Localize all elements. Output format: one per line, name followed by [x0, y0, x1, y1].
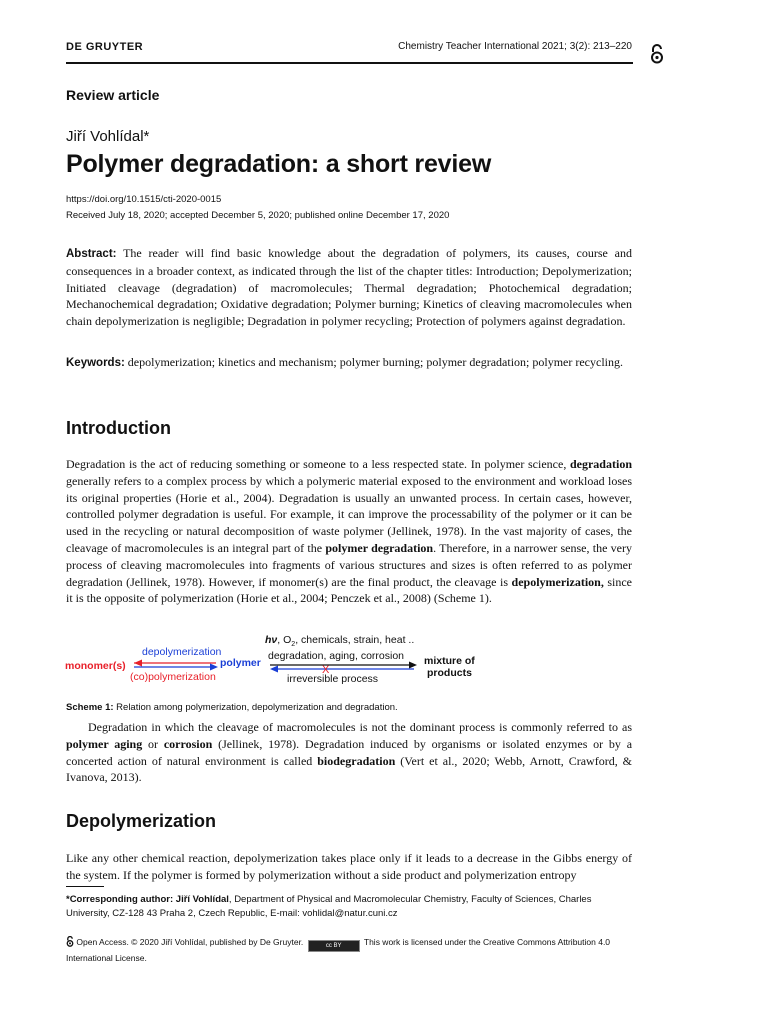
emphasis-depolymerization: depolymerization,: [511, 574, 604, 589]
publisher-name: DE GRUYTER: [66, 41, 144, 53]
scheme-products-label-2: products: [427, 667, 472, 679]
scheme-1-diagram: [60, 628, 490, 697]
author-name: Jiří Vohlídal*: [66, 128, 150, 145]
open-access-icon: [66, 936, 74, 951]
scheme-blocked-arrowhead: [270, 666, 278, 673]
scheme-o-subscript: 2: [291, 641, 296, 648]
section-heading-introduction: Introduction: [66, 418, 171, 438]
scheme-copolymerization-label: (co)polymerization: [130, 671, 216, 683]
article-type: Review article: [66, 87, 160, 103]
scheme-cross-mark: X: [322, 664, 330, 676]
abstract-text: The reader will find basic knowledge about the degradation of polymers, its causes, course and consequences in a broader context, as indicated through the list of the chapter titles: Introduction; Depolymerization; Initiated cleavage (degradation) of macromolecules; Thermal degradation; Photochemical degradation; Mechanochemical degradation; Oxidative degradation; Polymer burning; Kinetics of cleaving macromolecules when chain depolymerization is negligible; Degradation in polymer recycling; Protection of polymers against degradation.: [66, 246, 632, 329]
scheme-caption: [66, 702, 398, 713]
text-run: or: [148, 736, 159, 751]
license-text-a: Open Access. © 2020 Jiří Vohlídal, published by De Gruyter.: [76, 937, 304, 947]
keywords-label: Keywords:: [66, 357, 125, 369]
journal-citation: Chemistry Teacher International 2021; 3(2): 213–220: [398, 41, 632, 52]
publication-dates: Received July 18, 2020; accepted December 5, 2020; published online December 17, 2020: [66, 210, 450, 221]
open-access-icon: [650, 44, 664, 69]
depolymerization-paragraph: Like any other chemical reaction, depolymerization takes place only if it leads to a decrease in the Gibbs energy of the system. If the polymer is formed by polymerization without a side product and polymerization entropy: [66, 851, 632, 882]
cc-by-badge-icon[interactable]: cc BY: [308, 940, 360, 952]
footnote-label: *Corresponding author:: [66, 894, 174, 905]
scheme-irreversible-label: irreversible process: [287, 673, 379, 685]
scheme-conditions-tail: , chemicals, strain, heat ..: [295, 634, 415, 646]
emphasis-biodegradation: biodegradation: [317, 753, 396, 768]
emphasis-corrosion: corrosion: [163, 736, 213, 751]
scheme-conditions-label: [265, 634, 414, 648]
license-text-b: This work is licensed under the Creative Commons Attribution 4.0 International License.: [66, 937, 611, 963]
scheme-monomer-label: monomer(s): [65, 660, 126, 672]
abstract-label: Abstract:: [66, 248, 117, 260]
scheme-degradation-arrowhead: [409, 662, 417, 669]
section-heading-depolymerization: Depolymerization: [66, 811, 217, 831]
emphasis-degradation: degradation: [569, 457, 632, 471]
article-title: Polymer degradation: a short review: [66, 150, 492, 178]
scheme-products-label-1: mixture of: [424, 655, 475, 667]
scheme-caption-label: Scheme 1:: [66, 702, 114, 713]
text-run: since it is the opposite of polymerization (Horie et al., 2004; Penczek et al., 2008) (Scheme 1).: [66, 574, 632, 606]
text-run: (Jellinek, 1978). Degradation induced by organisms or isolated enzymes or by a concerted action of natural environment is called: [66, 736, 633, 768]
abstract: [66, 245, 632, 330]
footnote-rule: [66, 886, 104, 887]
header-rule: [66, 62, 633, 64]
scheme-o: , O: [277, 634, 292, 646]
doi-link[interactable]: https://doi.org/10.1515/cti-2020-0015: [66, 194, 222, 205]
text-run: (Vert et al., 2020; Webb, Arnott, Crawford, & Ivanova, 2013).: [66, 753, 632, 785]
scheme-hv: hν: [265, 634, 278, 646]
text-run: generally refers to a complex process by which a polymeric material exposed to the environment and workload loses its original properties (Horie et al., 2004). Degradation is usually an unwanted process. In certain cases, however, controlled polymer degradation is useful. For example, it can improve the processability of the polymer or it can be used in the recycling or natural decomposition of waste polymer (Jellinek, 1978). In the vast majority of cases, the cleavage of macromolecules is an integral part of the: [66, 473, 632, 555]
emphasis-polymer-aging: polymer aging: [66, 736, 143, 751]
scheme-depoly-arrowhead: [134, 660, 142, 667]
license-notice: [66, 936, 632, 965]
scheme-polymer-label: polymer: [220, 657, 261, 669]
introduction-paragraph: [66, 456, 632, 607]
footnote-text: , Department of Physical and Macromolecular Chemistry, Faculty of Sciences, Charles University, CZ-128 43 Praha 2, Czech Republic, E-mail: vohlidal@natur.cuni.cz: [66, 894, 592, 919]
keywords-text: depolymerization; kinetics and mechanism; polymer burning; polymer degradation; polymer recycling.: [127, 355, 623, 369]
corresponding-author-footnote: [66, 893, 632, 921]
scheme-depolymerization-label: depolymerization: [142, 646, 222, 658]
scheme-caption-text: Relation among polymerization, depolymerization and degradation.: [116, 702, 398, 713]
keywords: [66, 354, 632, 372]
emphasis-polymer-degradation: polymer degradation: [325, 540, 434, 555]
scheme-process-label: degradation, aging, corrosion: [268, 650, 405, 662]
scheme-poly-arrowhead: [210, 664, 218, 671]
footnote-author-name: Jiří Vohlídal: [175, 894, 229, 905]
text-run: Degradation is the act of reducing something or someone to a less respected state. In polymer science,: [66, 457, 567, 471]
text-run: Degradation in which the cleavage of macromolecules is not the dominant process is commonly referred to as: [88, 720, 632, 734]
text-run: . Therefore, in a narrower sense, the very process of cleaving macromolecules into fragments of various structures and sizes is often referred to as polymer degradation (Jellinek, 1978). However, if monomer(s) are the final product, the cleavage is: [66, 540, 633, 589]
aging-paragraph: [66, 719, 632, 786]
